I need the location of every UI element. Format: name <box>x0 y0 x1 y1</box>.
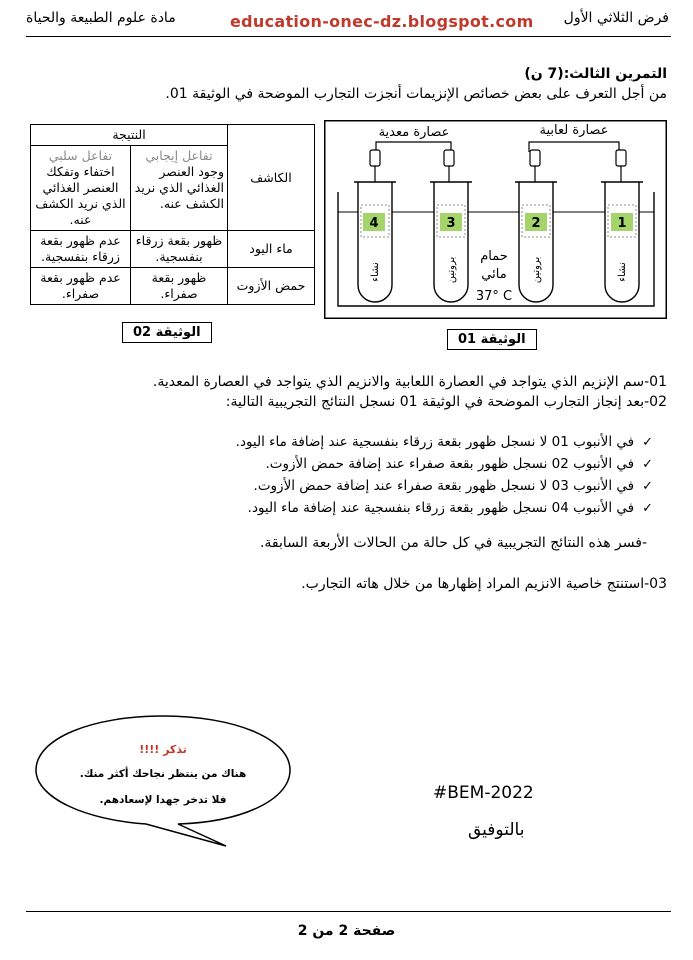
positive-result: ظهور بقعة زرقاء بنفسجية. <box>131 231 228 268</box>
tube-number-3: 3 <box>446 216 456 231</box>
exercise-title: التمرين الثالث:(7 ن) <box>524 66 667 82</box>
footer-rule <box>26 911 671 912</box>
result-header: النتيجة <box>31 125 228 146</box>
question-3: 03-استنتج خاصية الانزيم المراد إظهارها من خلال هاته التجارب. <box>301 576 667 592</box>
reminder-line-2: فلا تدخر جهدا لإسعادهم. <box>99 794 227 806</box>
negative-result: عدم ظهور بقعة زرقاء بنفسجية. <box>31 231 131 268</box>
document-01-label: الوثيقة 01 <box>447 329 537 350</box>
salivary-juice-label: عصارة لعابية <box>539 123 609 138</box>
question-1: 01-سم الإنزيم الذي يتواجد في العصارة اللعابية والانزيم الذي يتواجد في العصارة المعدية. <box>152 374 667 390</box>
subject-title: مادة علوم الطبيعة والحياة <box>26 10 176 26</box>
tube-number-1: 1 <box>617 216 627 231</box>
exam-title: فرض الثلاثي الأول <box>563 10 669 26</box>
reagent-table <box>30 124 315 305</box>
water-bath-label-1: حمام <box>480 249 508 264</box>
exercise-intro: من أجل التعرف على بعض خصائص الإنزيمات أنجزت التجارب الموضحة في الوثيقة 01. <box>165 86 667 102</box>
dropper-icon <box>370 150 626 190</box>
reagent-name: ماء اليود <box>228 231 315 268</box>
reagent-name: حمض الأزوت <box>228 268 315 305</box>
positive-result: ظهور بقعة صفراء. <box>131 268 228 305</box>
checkmark-icon: ✓ <box>642 501 653 516</box>
water-bath-label-2: مائي <box>481 267 507 282</box>
test-tube-1 <box>601 182 643 302</box>
header-rule <box>26 36 671 37</box>
explain-task: -فسر هذه النتائج التجريبية في كل حالة من الحالات الأربعة السابقة. <box>259 535 647 551</box>
bem-tag: #BEM-2022 <box>433 783 534 803</box>
list-item: ✓في الأنبوب 04 نسجل ظهور بقعة زرقاء بنفسجية عند إضافة ماء اليود. <box>247 500 653 516</box>
test-tube-4 <box>354 182 396 302</box>
tube-number-4: 4 <box>369 216 379 231</box>
positive-desc: وجود العنصر الغذائي الذي نريد الكشف عنه. <box>134 164 224 211</box>
negative-result: عدم ظهور بقعة صفراء. <box>31 268 131 305</box>
temperature-label: 37° C <box>475 289 513 304</box>
tube-content-2: بروتين <box>531 256 542 284</box>
website-link[interactable]: education-onec-dz.blogspot.com <box>230 12 534 31</box>
list-item: ✓في الأنبوب 01 لا نسجل ظهور بقعة زرقاء بنفسجية عند إضافة ماء اليود. <box>235 434 653 450</box>
tube-content-3: بروتين <box>446 256 457 284</box>
positive-header: تفاعل إيجابي <box>145 148 213 163</box>
negative-desc: اختفاء وتفكك العنصر الغذائي الذي نريد الكشف عنه. <box>35 164 126 227</box>
good-luck-text: بالتوفيق <box>468 820 525 840</box>
list-item: ✓في الأنبوب 02 نسجل ظهور بقعة صفراء عند إضافة حمض الأزوت. <box>265 456 653 472</box>
checkmark-icon: ✓ <box>642 479 653 494</box>
question-2: 02-بعد إنجاز التجارب الموضحة في الوثيقة 01 نسجل النتائج التجريبية التالية: <box>225 394 667 410</box>
reagent-header: الكاشف <box>228 125 315 231</box>
document-02-label: الوثيقة 02 <box>122 322 212 343</box>
tube-content-1: نشاء <box>617 262 628 282</box>
list-item: ✓في الأنبوب 03 لا نسجل ظهور بقعة صفراء عند إضافة حمض الأزوت. <box>253 478 653 494</box>
reminder-title: تذكر !!!! <box>139 743 187 756</box>
tube-content-4: نشاء <box>370 262 381 282</box>
page-number: صفحة 2 من 2 <box>297 923 396 939</box>
negative-cell <box>31 146 131 231</box>
positive-cell <box>131 146 228 231</box>
gastric-bracket <box>376 142 451 152</box>
checkmark-icon: ✓ <box>642 435 653 450</box>
table-row <box>31 231 315 268</box>
salivary-bracket <box>529 142 619 152</box>
results-list <box>53 431 653 519</box>
experiment-diagram <box>324 120 667 322</box>
gastric-juice-label: عصارة معدية <box>378 125 450 140</box>
negative-header: تفاعل سلبي <box>48 148 113 163</box>
table-row <box>31 268 315 305</box>
tube-number-2: 2 <box>531 216 541 231</box>
reminder-line-1: هناك من ينتظر نجاحك أكثر منك. <box>79 768 247 780</box>
checkmark-icon: ✓ <box>642 457 653 472</box>
